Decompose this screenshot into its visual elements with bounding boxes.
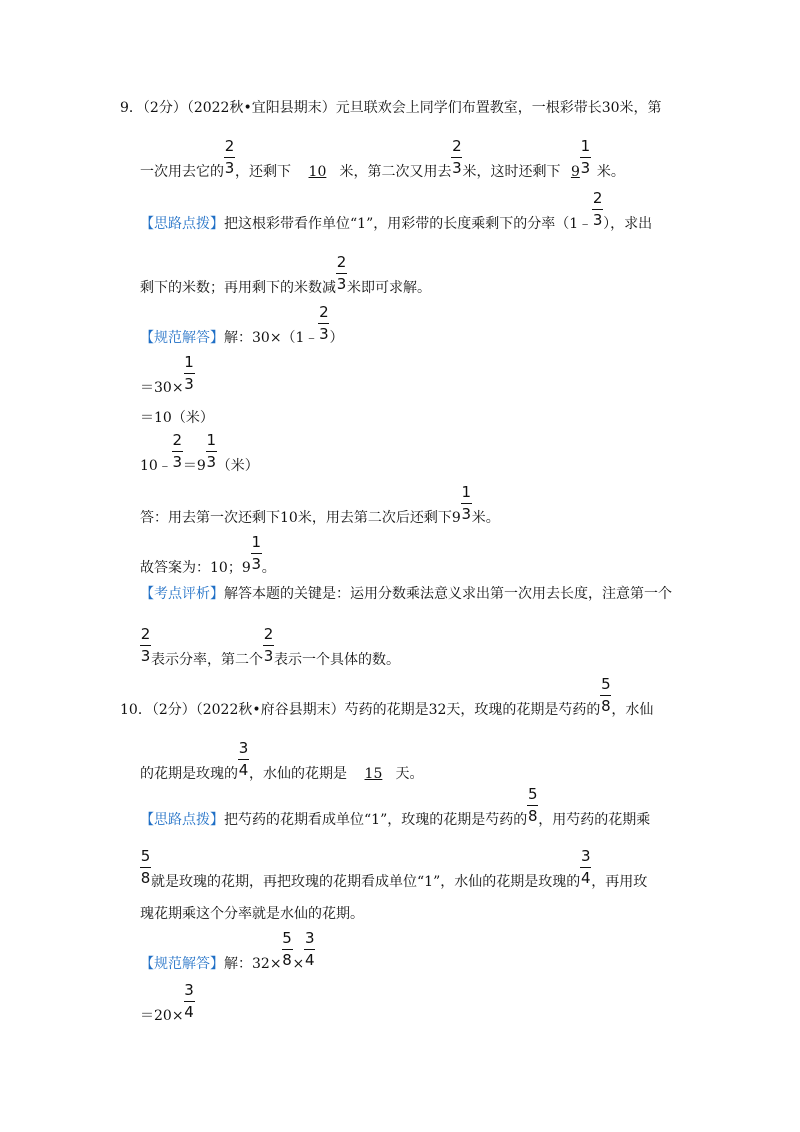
fraction-bar <box>592 209 603 210</box>
q10-sol1-text-b: × <box>292 956 305 972</box>
fraction-two-thirds <box>336 253 347 293</box>
answer-blank-1[interactable]: 10 <box>308 164 327 180</box>
q9-sol2-text: ＝30× <box>140 380 184 396</box>
fraction-denominator: 4 <box>184 1003 194 1021</box>
fraction-one-third <box>184 353 195 393</box>
q10-heading <box>120 675 654 718</box>
fraction-two-thirds <box>451 137 462 177</box>
q9-eval1-text: 解答本题的关键是：运用分数乘法意义求出第一次用去长度，注意第一个 <box>224 586 672 602</box>
fraction-bar <box>140 645 151 646</box>
answer-blank-2-whole: 9 <box>570 164 580 180</box>
q9-sol1-text-a: 解：30×（1﹣ <box>224 330 319 346</box>
q9-ans1-text-a: 答：用去第一次还剩下10米，用去第二次后还剩下9 <box>140 510 461 526</box>
q9-evaluation-line1 <box>140 586 672 602</box>
fraction-bar <box>224 157 235 158</box>
q9-ans2-text-a: 故答案为：10；9 <box>140 560 251 576</box>
q10-line2-text-c: 天。 <box>395 766 424 782</box>
fraction-denominator: 3 <box>172 453 183 471</box>
evaluation-tag: 【考点评析】 <box>140 586 224 602</box>
q9-line2-text-d: 米，这时还剩下 <box>462 164 561 180</box>
q10-heading-end: ，水仙 <box>611 702 654 718</box>
fraction-denominator: 3 <box>452 159 462 177</box>
q10-sol1-text-a: 解：32× <box>224 956 282 972</box>
q9-sol3-text: ＝10（米） <box>140 410 214 426</box>
fraction-two-thirds <box>172 431 183 471</box>
q9-ans1-text-b: 米。 <box>471 510 500 526</box>
fraction-two-thirds <box>318 303 329 343</box>
fraction-one-third <box>251 533 262 573</box>
q9-solution-line3 <box>140 410 214 426</box>
q9-hint2-text-b: 米即可求解。 <box>347 280 431 296</box>
solution-tag: 【规范解答】 <box>140 956 224 972</box>
q9-ans2-text-b: 。 <box>261 560 276 576</box>
fraction-bar <box>172 451 183 452</box>
q9-line2-text-a: 一次用去它的 <box>140 164 224 180</box>
q10-hint-line2 <box>140 847 648 890</box>
fraction-three-fourths <box>238 739 249 779</box>
q9-solution-line4 <box>140 431 259 474</box>
fraction-bar <box>140 867 151 868</box>
q9-hint-line2 <box>140 253 431 296</box>
fraction-numerator: 5 <box>140 847 151 865</box>
q9-answer-line <box>140 483 500 526</box>
hint-tag: 【思路点拨】 <box>140 812 224 828</box>
fraction-bar <box>600 695 611 696</box>
q10-line2-text-b: ，水仙的花期是 <box>249 766 347 782</box>
fraction-denominator: 4 <box>580 869 591 887</box>
fraction-bar <box>318 323 329 324</box>
q10-hint1-text-a: 把芍药的花期看成单位“1”，玫瑰的花期是芍药的 <box>224 812 528 828</box>
fraction-numerator: 5 <box>282 929 292 947</box>
q10-hint3-text: 瑰花期乘这个分率就是水仙的花期。 <box>140 906 364 922</box>
fraction-five-eighths <box>140 847 151 887</box>
fraction-denominator: 3 <box>206 453 217 471</box>
fraction-denominator: 3 <box>263 647 274 665</box>
q9-eval2-text-a: 表示分率，第二个 <box>151 652 263 668</box>
q10-sol2-text: ＝20× <box>140 1008 184 1024</box>
fraction-numerator: 3 <box>305 929 315 947</box>
fraction-denominator: 3 <box>592 211 603 229</box>
fraction-two-thirds <box>263 625 274 665</box>
hint-tag: 【思路点拨】 <box>140 216 224 232</box>
q9-solution-line1 <box>140 303 344 346</box>
fraction-bar <box>336 273 347 274</box>
q9-heading <box>120 100 662 116</box>
fraction-two-thirds <box>592 189 603 229</box>
q9-hint1-text-b: ），求出 <box>603 216 653 232</box>
fraction-denominator: 3 <box>319 325 329 343</box>
fraction-denominator: 8 <box>140 869 151 887</box>
fraction-numerator: 2 <box>224 137 235 155</box>
fraction-bar <box>184 373 195 374</box>
fraction-numerator: 5 <box>601 675 611 693</box>
fraction-denominator: 3 <box>224 159 235 177</box>
fraction-numerator: 2 <box>592 189 603 207</box>
fraction-bar <box>206 451 217 452</box>
fraction-numerator: 2 <box>172 431 183 449</box>
fraction-one-third <box>580 137 591 177</box>
fraction-denominator: 4 <box>305 951 315 969</box>
q9-line2-text-e: 米。 <box>596 164 625 180</box>
fraction-five-eighths <box>282 929 293 969</box>
fraction-numerator: 1 <box>461 483 471 501</box>
fraction-one-third <box>206 431 217 471</box>
fraction-three-fourths <box>184 981 195 1021</box>
fraction-denominator: 4 <box>238 761 249 779</box>
fraction-numerator: 2 <box>319 303 329 321</box>
q9-heading-text: 9．（2分）（2022秋•宜阳县期末）元旦联欢会上同学们布置教室，一根彩带长30米，第 <box>120 100 662 116</box>
solution-tag: 【规范解答】 <box>140 330 224 346</box>
fraction-numerator: 1 <box>251 533 261 551</box>
q10-line2 <box>140 739 424 782</box>
fraction-denominator: 3 <box>251 555 261 573</box>
fraction-one-third <box>461 483 472 523</box>
q9-hint2-text-a: 剩下的米数；再用剩下的米数减 <box>140 280 336 296</box>
q9-line2-text-b: ，还剩下 <box>235 164 291 180</box>
fraction-bar <box>580 157 591 158</box>
q9-line2-text-c: 米，第二次又用去 <box>339 164 452 180</box>
answer-blank-3[interactable]: 15 <box>364 766 383 782</box>
fraction-numerator: 1 <box>184 353 194 371</box>
fraction-denominator: 3 <box>184 375 194 393</box>
fraction-denominator: 3 <box>336 275 347 293</box>
fraction-bar <box>304 949 315 950</box>
fraction-numerator: 3 <box>184 981 194 999</box>
q10-heading-text: 10．（2分）（2022秋•府谷县期末）芍药的花期是32天，玫瑰的花期是芍药的 <box>120 702 601 718</box>
fraction-numerator: 1 <box>580 137 591 155</box>
fraction-numerator: 2 <box>140 625 151 643</box>
q9-line2 <box>140 137 625 180</box>
fraction-denominator: 3 <box>461 505 471 523</box>
fraction-bar <box>527 805 538 806</box>
fraction-bar <box>251 553 262 554</box>
fraction-denominator: 3 <box>140 647 151 665</box>
q9-eval2-text-b: 表示一个具体的数。 <box>274 652 400 668</box>
fraction-two-thirds <box>224 137 235 177</box>
q10-hint-line3 <box>140 906 364 922</box>
fraction-bar <box>461 503 472 504</box>
q10-line2-text-a: 的花期是玫瑰的 <box>140 766 238 782</box>
fraction-bar <box>451 157 462 158</box>
fraction-numerator: 1 <box>206 431 217 449</box>
answer-blank-2[interactable] <box>565 137 597 180</box>
q10-hint2-text-b: ，再用玫 <box>591 874 648 890</box>
q9-evaluation-line2 <box>140 625 400 668</box>
q9-solution-line2 <box>140 353 195 396</box>
fraction-two-thirds <box>140 625 151 665</box>
fraction-denominator: 3 <box>580 159 591 177</box>
fraction-bar <box>238 759 249 760</box>
fraction-denominator: 8 <box>282 951 292 969</box>
fraction-numerator: 5 <box>527 785 538 803</box>
q10-solution-line1 <box>140 929 315 972</box>
fraction-numerator: 2 <box>336 253 347 271</box>
fraction-three-fourths <box>580 847 591 887</box>
q9-hint1-text-a: 把这根彩带看作单位“1”，用彩带的长度乘剩下的分率（1﹣ <box>224 216 593 232</box>
fraction-numerator: 3 <box>238 739 249 757</box>
q9-sol4-text-c: （米） <box>216 458 259 474</box>
q9-final-answer <box>140 533 276 576</box>
q9-sol4-text-b: ＝9 <box>182 458 206 474</box>
fraction-five-eighths <box>600 675 611 715</box>
q9-hint-line1 <box>140 189 653 232</box>
fraction-denominator: 8 <box>527 807 538 825</box>
fraction-bar <box>282 949 293 950</box>
q10-solution-line2 <box>140 981 195 1024</box>
q9-sol1-text-b: ） <box>329 330 344 346</box>
fraction-numerator: 2 <box>263 625 274 643</box>
fraction-bar <box>184 1001 195 1002</box>
fraction-five-eighths <box>527 785 538 825</box>
q9-sol4-text-a: 10﹣ <box>140 458 172 474</box>
fraction-numerator: 2 <box>452 137 462 155</box>
fraction-bar <box>580 867 591 868</box>
q10-hint2-text-a: 就是玫瑰的花期，再把玫瑰的花期看成单位“1”，水仙的花期是玫瑰的 <box>151 874 581 890</box>
q10-hint-line1 <box>140 785 651 828</box>
fraction-denominator: 8 <box>601 697 611 715</box>
fraction-bar <box>263 645 274 646</box>
fraction-numerator: 3 <box>580 847 591 865</box>
fraction-three-fourths <box>304 929 315 969</box>
q10-hint1-text-b: ，用芍药的花期乘 <box>538 812 651 828</box>
